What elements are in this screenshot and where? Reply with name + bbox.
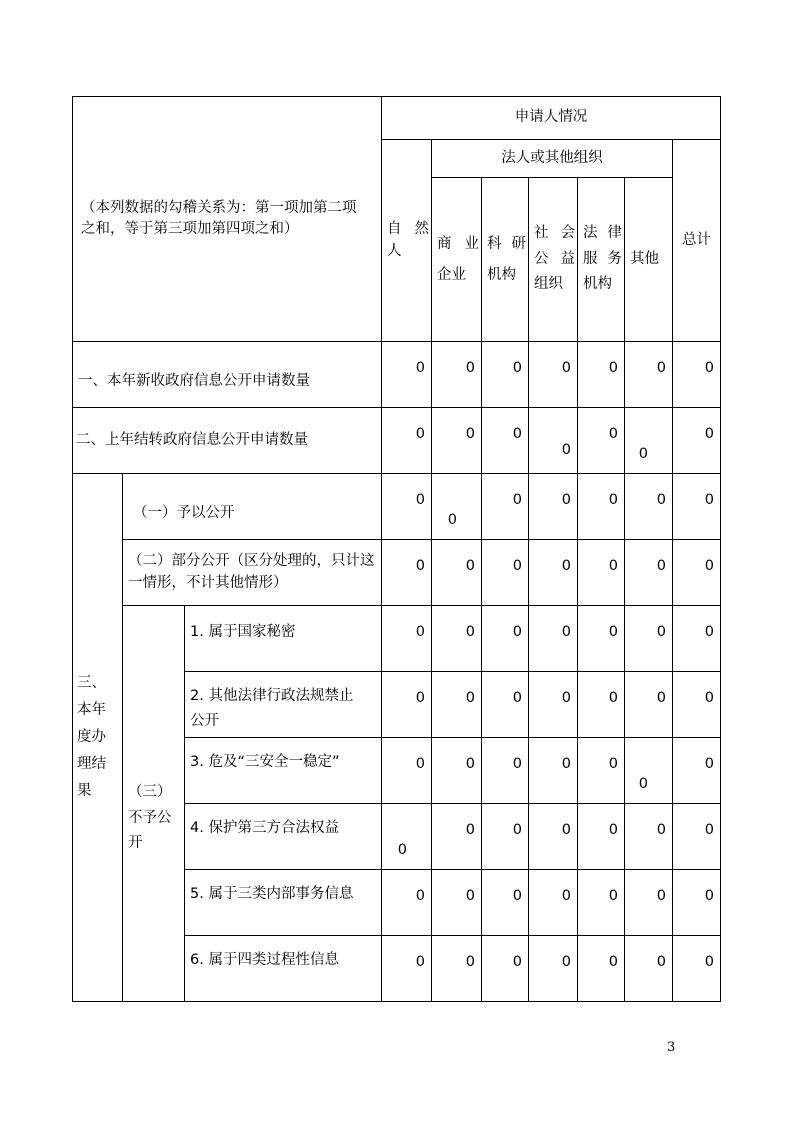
cell-value: 0 [578, 540, 625, 606]
cell-value: 0 [578, 936, 625, 1002]
cell-value: 0 [482, 672, 529, 738]
cell-value: 0 [382, 540, 432, 606]
cell-value: 0 [382, 738, 432, 804]
cell-value: 0 [625, 738, 673, 804]
cell-value: 0 [529, 870, 578, 936]
cell-value: 0 [529, 342, 578, 408]
row-label-new: 一、本年新收政府信息公开申请数量 [73, 342, 382, 408]
cell-value: 0 [578, 738, 625, 804]
cell-value: 0 [432, 342, 482, 408]
cell-value: 0 [578, 804, 625, 870]
cell-value: 0 [382, 936, 432, 1002]
cell-value: 0 [625, 804, 673, 870]
table-row [73, 606, 721, 672]
cell-value: 0 [482, 342, 529, 408]
cell-value: 0 [578, 672, 625, 738]
cell-value: 0 [673, 738, 721, 804]
row-label-open: （一）予以公开 [123, 474, 382, 540]
row-label-security: 3. 危及“三安全一稳定” [185, 738, 382, 804]
cell-value: 0 [382, 408, 432, 474]
header-legal-service: 法 律服 务机构 [578, 178, 625, 342]
cell-value: 0 [482, 606, 529, 672]
cell-value: 0 [625, 342, 673, 408]
header-social: 社 会公 益组织 [529, 178, 578, 342]
cell-value: 0 [529, 408, 578, 474]
cell-value: 0 [382, 804, 432, 870]
cell-value: 0 [529, 474, 578, 540]
cell-value: 0 [673, 474, 721, 540]
header-note: （本列数据的勾稽关系为：第一项加第二项之和，等于第三项加第四项之和） [81, 199, 357, 237]
cell-value: 0 [673, 804, 721, 870]
row-label-process: 6. 属于四类过程性信息 [185, 936, 382, 1002]
table-row [73, 408, 721, 474]
cell-value: 0 [625, 870, 673, 936]
cell-value: 0 [625, 540, 673, 606]
section-label-results: 三、本年度办理结果 [73, 474, 123, 1002]
cell-value: 0 [625, 606, 673, 672]
cell-value: 0 [482, 408, 529, 474]
cell-value: 0 [673, 870, 721, 936]
cell-value: 0 [673, 936, 721, 1002]
sub-label-not-open: （三）不予公开 [123, 606, 185, 1002]
row-label-internal: 5. 属于三类内部事务信息 [185, 870, 382, 936]
cell-value: 0 [578, 474, 625, 540]
cell-value: 0 [578, 342, 625, 408]
cell-value: 0 [432, 738, 482, 804]
cell-value: 0 [482, 474, 529, 540]
cell-value: 0 [673, 672, 721, 738]
cell-value: 0 [432, 936, 482, 1002]
cell-value: 0 [578, 870, 625, 936]
cell-value: 0 [382, 672, 432, 738]
table-row [73, 474, 721, 540]
cell-value: 0 [625, 408, 673, 474]
header-other: 其他 [625, 178, 673, 342]
cell-value: 0 [382, 870, 432, 936]
table-row [73, 342, 721, 408]
cell-value: 0 [482, 936, 529, 1002]
cell-value: 0 [625, 672, 673, 738]
cell-value: 0 [432, 870, 482, 936]
cell-value: 0 [382, 474, 432, 540]
header-business: 商业企业 [432, 178, 482, 342]
cell-value: 0 [482, 540, 529, 606]
cell-value: 0 [529, 804, 578, 870]
statistics-table [72, 96, 721, 1002]
page-number: 3 [667, 1040, 676, 1055]
cell-value: 0 [432, 408, 482, 474]
row-label-carried: 二、上年结转政府信息公开申请数量 [73, 408, 382, 474]
cell-value: 0 [673, 540, 721, 606]
cell-value: 0 [432, 672, 482, 738]
cell-value: 0 [382, 342, 432, 408]
cell-value: 0 [625, 474, 673, 540]
cell-value: 0 [529, 738, 578, 804]
cell-value: 0 [432, 606, 482, 672]
table-row [73, 540, 721, 606]
row-label-third-party: 4. 保护第三方合法权益 [185, 804, 382, 870]
row-label-state-secret: 1. 属于国家秘密 [185, 606, 382, 672]
header-note-cell [73, 97, 382, 342]
cell-value: 0 [673, 408, 721, 474]
header-natural-person: 自 然人 [382, 140, 432, 342]
header-research: 科研机构 [482, 178, 529, 342]
header-legal-group: 法人或其他组织 [432, 140, 673, 178]
cell-value: 0 [382, 606, 432, 672]
header-applicant-group: 申请人情况 [382, 97, 721, 140]
cell-value: 0 [673, 342, 721, 408]
cell-value: 0 [432, 540, 482, 606]
cell-value: 0 [482, 804, 529, 870]
cell-value: 0 [625, 936, 673, 1002]
cell-value: 0 [578, 606, 625, 672]
cell-value: 0 [529, 540, 578, 606]
cell-value: 0 [529, 606, 578, 672]
cell-value: 0 [482, 870, 529, 936]
cell-value: 0 [529, 672, 578, 738]
row-label-prohibited: 2. 其他法律行政法规禁止公开 [185, 672, 382, 738]
cell-value: 0 [432, 804, 482, 870]
cell-value: 0 [578, 408, 625, 474]
cell-value: 0 [529, 936, 578, 1002]
cell-value: 0 [432, 474, 482, 540]
cell-value: 0 [673, 606, 721, 672]
header-total: 总计 [673, 140, 721, 342]
cell-value: 0 [482, 738, 529, 804]
row-label-partial: （二）部分公开（区分处理的，只计这一情形，不计其他情形） [123, 540, 382, 606]
